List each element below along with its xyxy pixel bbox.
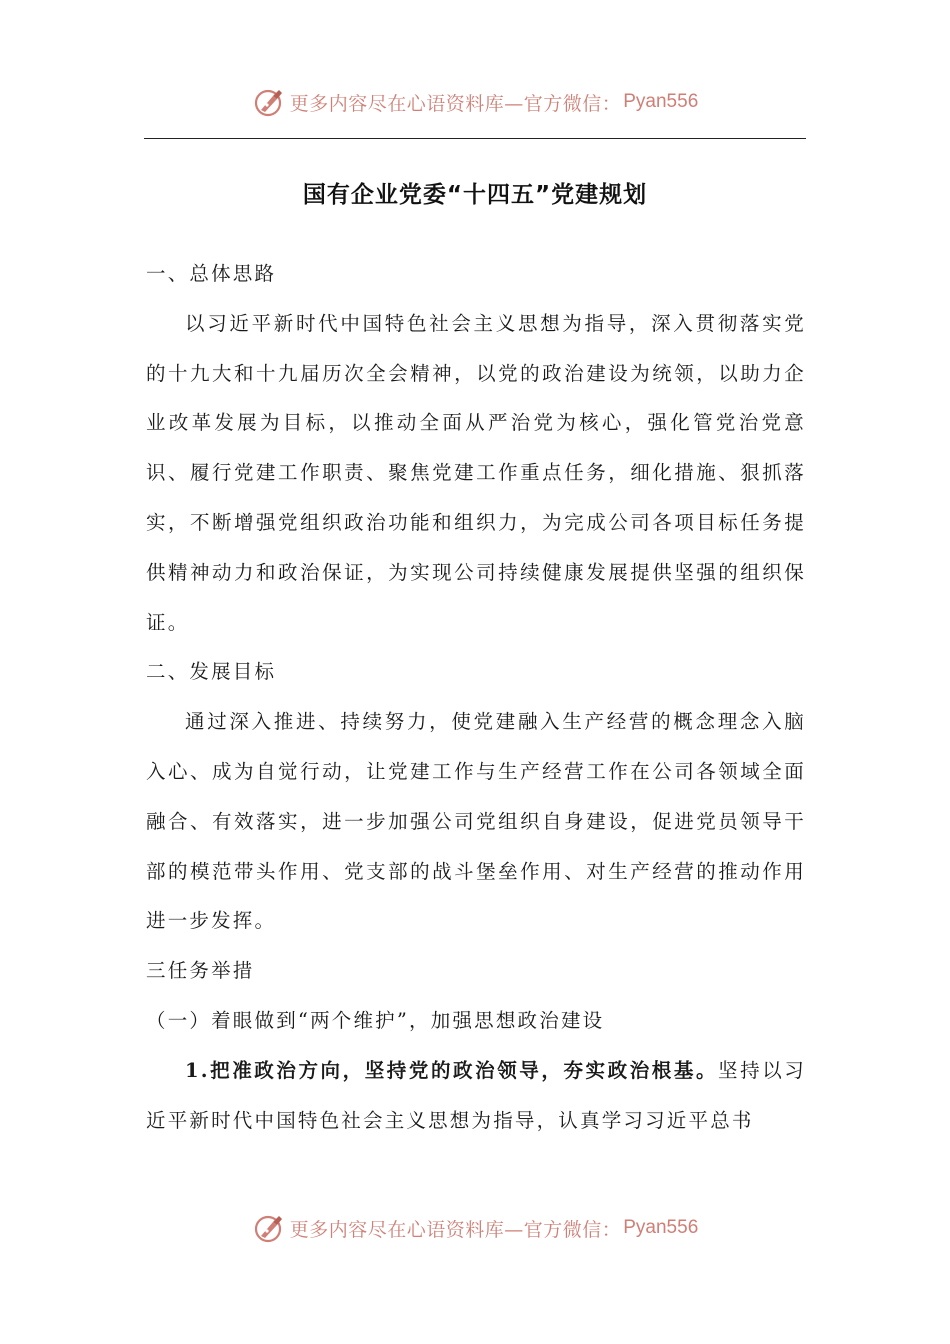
item1-text: 坚持以习近平新时代中国特色社会主义思想为指导，认真学习习近平总书 [146, 1058, 806, 1132]
pen-nib-circle-icon [252, 85, 286, 119]
watermark-header [0, 82, 950, 122]
pen-nib-circle-icon [252, 1211, 286, 1245]
watermark-account: Pyan556 [623, 91, 699, 112]
subsection1-heading: （一）着眼做到“两个维护”，加强思想政治建设 [146, 1008, 605, 1032]
section1-paragraph: 以习近平新时代中国特色社会主义思想为指导，深入贯彻落实党的十九大和十九届历次全会精神，以党的政治建设为统领，以助力企业改革发展为目标，以推动全面从严治党为核心，强化管党治党意识、履行党建工作职责、聚焦党建工作重点任务，细化措施、狠抓落实，不断增强党组织政治功能和组织力，为完成公司各项目标任务提供精神动力和政治保证，为实现公司持续健康发展提供坚强的组织保证。 [146, 311, 806, 634]
watermark-account: Pyan556 [623, 1217, 699, 1238]
section2-paragraph: 通过深入推进、持续努力，使党建融入生产经营的概念理念入脑入心、成为自觉行动，让党建工作与生产经营工作在公司各领域全面融合、有效落实，进一步加强公司党组织自身建设，促进党员领导干部的模范带头作用、党支部的战斗堡垒作用、对生产经营的推动作用进一步发挥。 [146, 710, 806, 933]
header-divider [144, 138, 806, 139]
section2-heading: 二、发展目标 [146, 660, 277, 684]
document-title: 国有企业党委“十四五”党建规划 [302, 182, 648, 208]
watermark-text: 更多内容尽在心语资料库—官方微信： [289, 1218, 622, 1241]
watermark-text: 更多内容尽在心语资料库—官方微信： [289, 92, 622, 115]
section1-heading: 一、总体思路 [146, 262, 277, 285]
item1-bold-lead: 1.把准政治方向，坚持党的政治领导，夯实政治根基。 [185, 1058, 719, 1082]
document-body [146, 249, 806, 1145]
item1-paragraph [146, 1046, 806, 1146]
section3-heading: 三任务举措 [146, 959, 255, 983]
watermark-footer [0, 1208, 950, 1248]
